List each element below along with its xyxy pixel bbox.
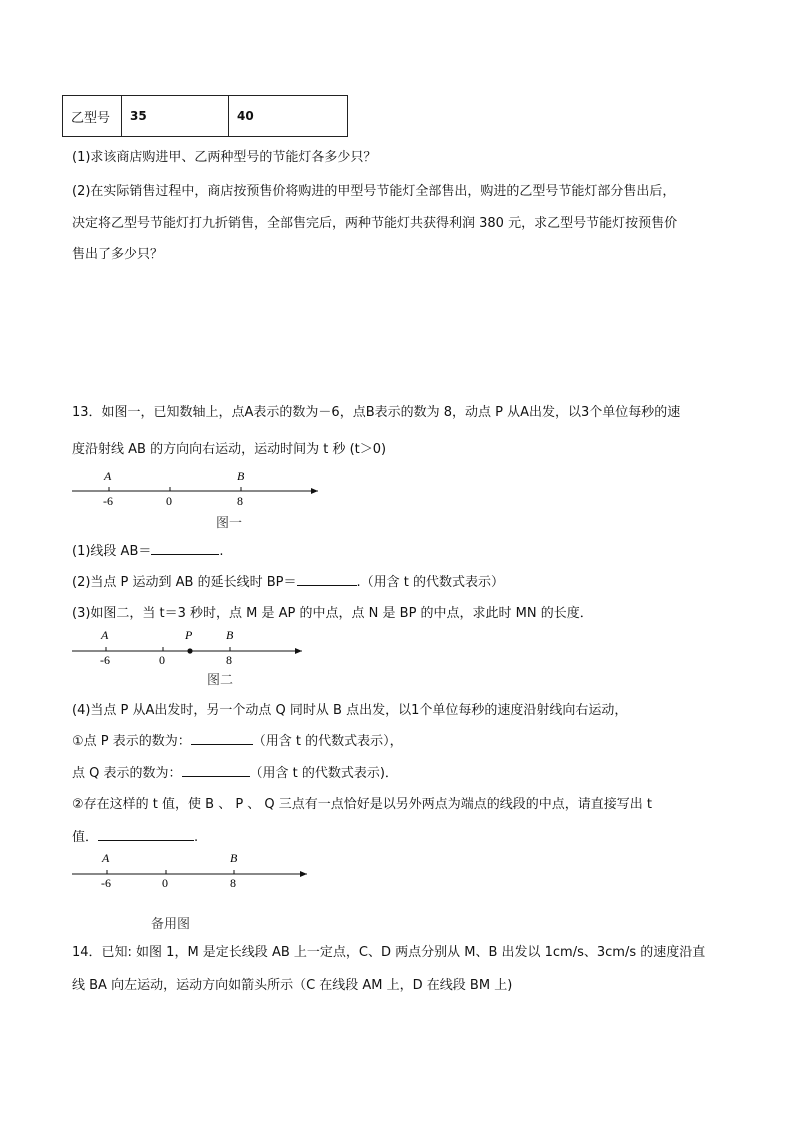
answer-blank[interactable] [191, 730, 253, 745]
answer-blank[interactable] [98, 826, 194, 841]
question-end: （用含 t 的代数式表示）， [252, 734, 403, 749]
tick-label: -6 [103, 494, 113, 508]
p12-question-2-line-1: (2)在实际销售过程中，商店按预售价将购进的甲型号节能灯全部售出，购进的乙型号节能灯部分售出后， [72, 184, 676, 199]
point-label-a: A [102, 851, 110, 865]
question-text: 值． [72, 830, 99, 845]
table-row [63, 96, 348, 137]
point-label-b: B [230, 851, 238, 865]
question-text: ①点 P 表示的数为： [72, 734, 191, 749]
tick-label: 8 [230, 876, 236, 890]
point-label-a: A [101, 628, 109, 642]
tick-label: -6 [101, 876, 111, 890]
point-label-b: B [237, 469, 245, 483]
tick-label: 8 [237, 494, 243, 508]
p13-question-2 [72, 571, 504, 590]
figure-1-number-line [60, 465, 340, 510]
question-end: .（用含 t 的代数式表示） [356, 575, 504, 590]
spare-figure-number-line [60, 848, 315, 892]
question-text: (1)线段 AB＝ [72, 544, 152, 559]
question-end: . [194, 830, 199, 845]
p12-question-2-line-2: 决定将乙型号节能灯打九折销售，全部售完后，两种节能灯共获得利润 380 元，求乙型号节能灯按预售价 [72, 216, 678, 231]
tick-label: 0 [159, 653, 165, 667]
tick-label: 8 [226, 653, 232, 667]
p14-stem-line-2: 线 BA 向左运动，运动方向如箭头所示（C 在线段 AM 上，D 在线段 BM 上) [72, 978, 513, 993]
p13-question-4-part-1a [72, 730, 403, 749]
question-text: 点 Q 表示的数为： [72, 766, 182, 781]
tick-label: -6 [100, 653, 110, 667]
table-cell: 35 [122, 96, 229, 137]
tick-label: 0 [162, 876, 168, 890]
p13-question-4: (4)当点 P 从A出发时，另一个动点 Q 同时从 B 点出发，以1个单位每秒的速度沿射线向右运动， [72, 703, 628, 718]
point-p-dot [187, 648, 192, 653]
question-end: . [219, 544, 224, 559]
question-end: （用含 t 的代数式表示)． [249, 766, 398, 781]
tick-label: 0 [166, 494, 172, 508]
figure-2-caption: 图二 [207, 672, 234, 687]
p13-stem-line-1: 13．如图一，已知数轴上，点A表示的数为－6，点B表示的数为 8，动点 P 从A出发，以3个单位每秒的速 [72, 405, 681, 420]
table-cell: 40 [229, 96, 348, 137]
p13-question-4-part-2-line-2 [72, 826, 198, 845]
spare-figure-caption: 备用图 [151, 916, 191, 931]
p13-question-4-part-2-line-1: ②存在这样的 t 值，使 B 、 P 、 Q 三点有一点恰好是以另外两点为端点的线段的中点，请直接写出 t [72, 797, 653, 812]
figure-1-caption: 图一 [216, 515, 243, 530]
p14-stem-line-1: 14．已知: 如图 1，M 是定长线段 AB 上一定点，C、D 两点分别从 M、B 出发以 1cm/s、3cm/s 的速度沿直 [72, 945, 706, 960]
p12-question-1: (1)求该商店购进甲、乙两种型号的节能灯各多少只？ [72, 150, 377, 165]
p13-question-1 [72, 540, 224, 559]
answer-blank[interactable] [297, 571, 357, 586]
answer-blank[interactable] [151, 540, 219, 555]
point-label-a: A [104, 469, 112, 483]
p13-stem-line-2: 度沿射线 AB 的方向向右运动，运动时间为 t 秒 (t＞0) [72, 442, 387, 457]
point-label-b: B [226, 628, 234, 642]
question-text: (2)当点 P 运动到 AB 的延长线时 BP＝ [72, 575, 297, 590]
lamp-table [62, 95, 348, 137]
point-label-p: P [185, 628, 193, 642]
figure-2-number-line [60, 625, 310, 667]
p13-question-4-part-1b [72, 762, 398, 781]
p13-question-3: (3)如图二，当 t＝3 秒时，点 M 是 AP 的中点，点 N 是 BP 的中点，求此时 MN 的长度． [72, 606, 593, 621]
p12-question-2-line-3: 售出了多少只？ [72, 247, 164, 262]
answer-blank[interactable] [182, 762, 250, 777]
table-row-label: 乙型号 [63, 96, 122, 137]
